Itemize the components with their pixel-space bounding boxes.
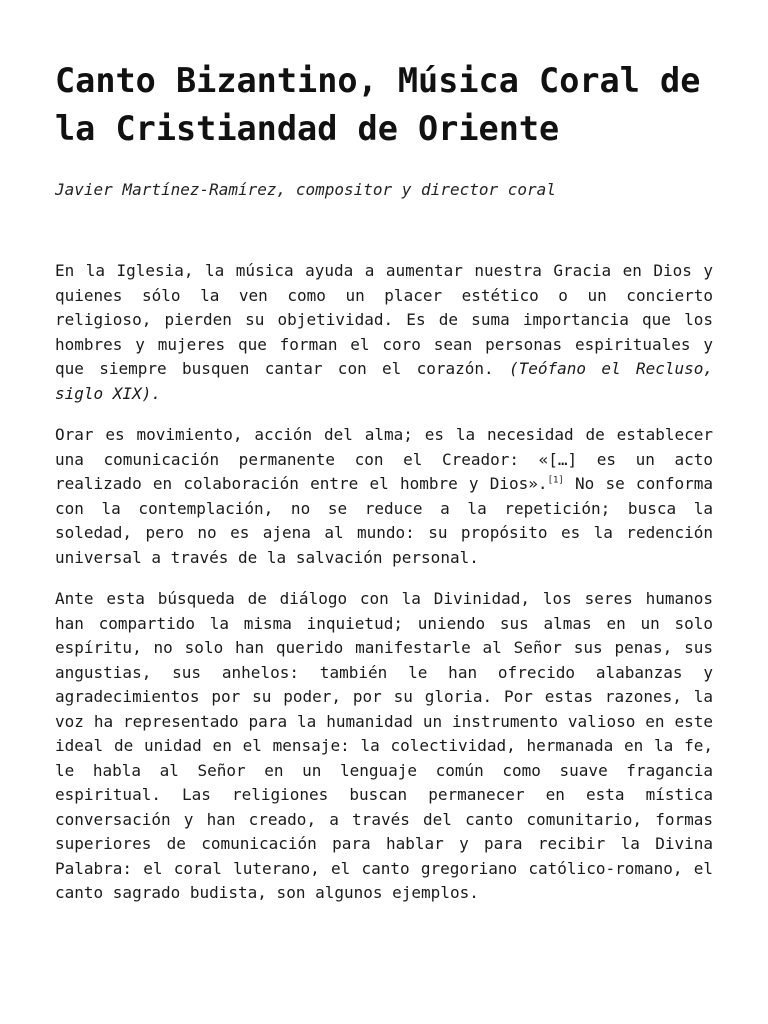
paragraph-1-citation: (Teófano el Recluso, siglo XIX). <box>55 359 714 403</box>
footnote-link-1[interactable]: [1] <box>547 475 564 486</box>
article-byline: Javier Martínez-Ramírez, compositor y director coral <box>55 180 556 199</box>
paragraph-1-text: En la Iglesia, la música ayuda a aumentar nuestra Gracia en Dios y quienes sólo la ven como un placer estético o un concierto religioso, pierden su objetividad. Es de suma importancia que los hombres y mujeres que forman el coro sean personas espirituales y que siempre busquen cantar con el corazón. <box>55 261 713 378</box>
paragraph-2-text-before-note: Orar es movimiento, acción del alma; es la necesidad de establecer una comunicación permanente con el Creador: «[…] es un acto realizado en colaboración entre el hombre y Dios». <box>55 425 713 493</box>
paragraph-2-text-after-note: No se conforma con la contemplación, no se reduce a la repetición; busca la soledad, pero no es ajena al mundo: su propósito es la redención universal a través de la salvación personal. <box>55 474 713 567</box>
article-title: Canto Bizantino, Música Coral de la Cristiandad de Oriente <box>55 61 701 148</box>
paragraph-3 <box>55 587 713 906</box>
paragraph-2 <box>55 423 713 570</box>
article-body <box>55 259 713 906</box>
paragraph-3-text: Ante esta búsqueda de diálogo con la Divinidad, los seres humanos han compartido la misma inquietud; uniendo sus almas en un solo espíritu, no solo han querido manifestarle al Señor sus penas, sus angustias, sus anhelos: también le han ofrecido alabanzas y agradecimientos por su poder, por su gloria. Por estas razones, la voz ha representado para la humanidad un instrumento valioso en este ideal de unidad en el mensaje: la colectividad, hermanada en la fe, le habla al Señor en un lenguaje común como suave fragancia espiritual. Las religiones buscan permanecer en esta mística conversación y han creado, a través del canto comunitario, formas superiores de comunicación para hablar y para recibir la Divina Palabra: el coral luterano, el canto gregoriano católico-romano, el canto sagrado budista, son algunos ejemplos. <box>55 589 713 902</box>
paragraph-1 <box>55 259 713 406</box>
article <box>55 0 713 923</box>
